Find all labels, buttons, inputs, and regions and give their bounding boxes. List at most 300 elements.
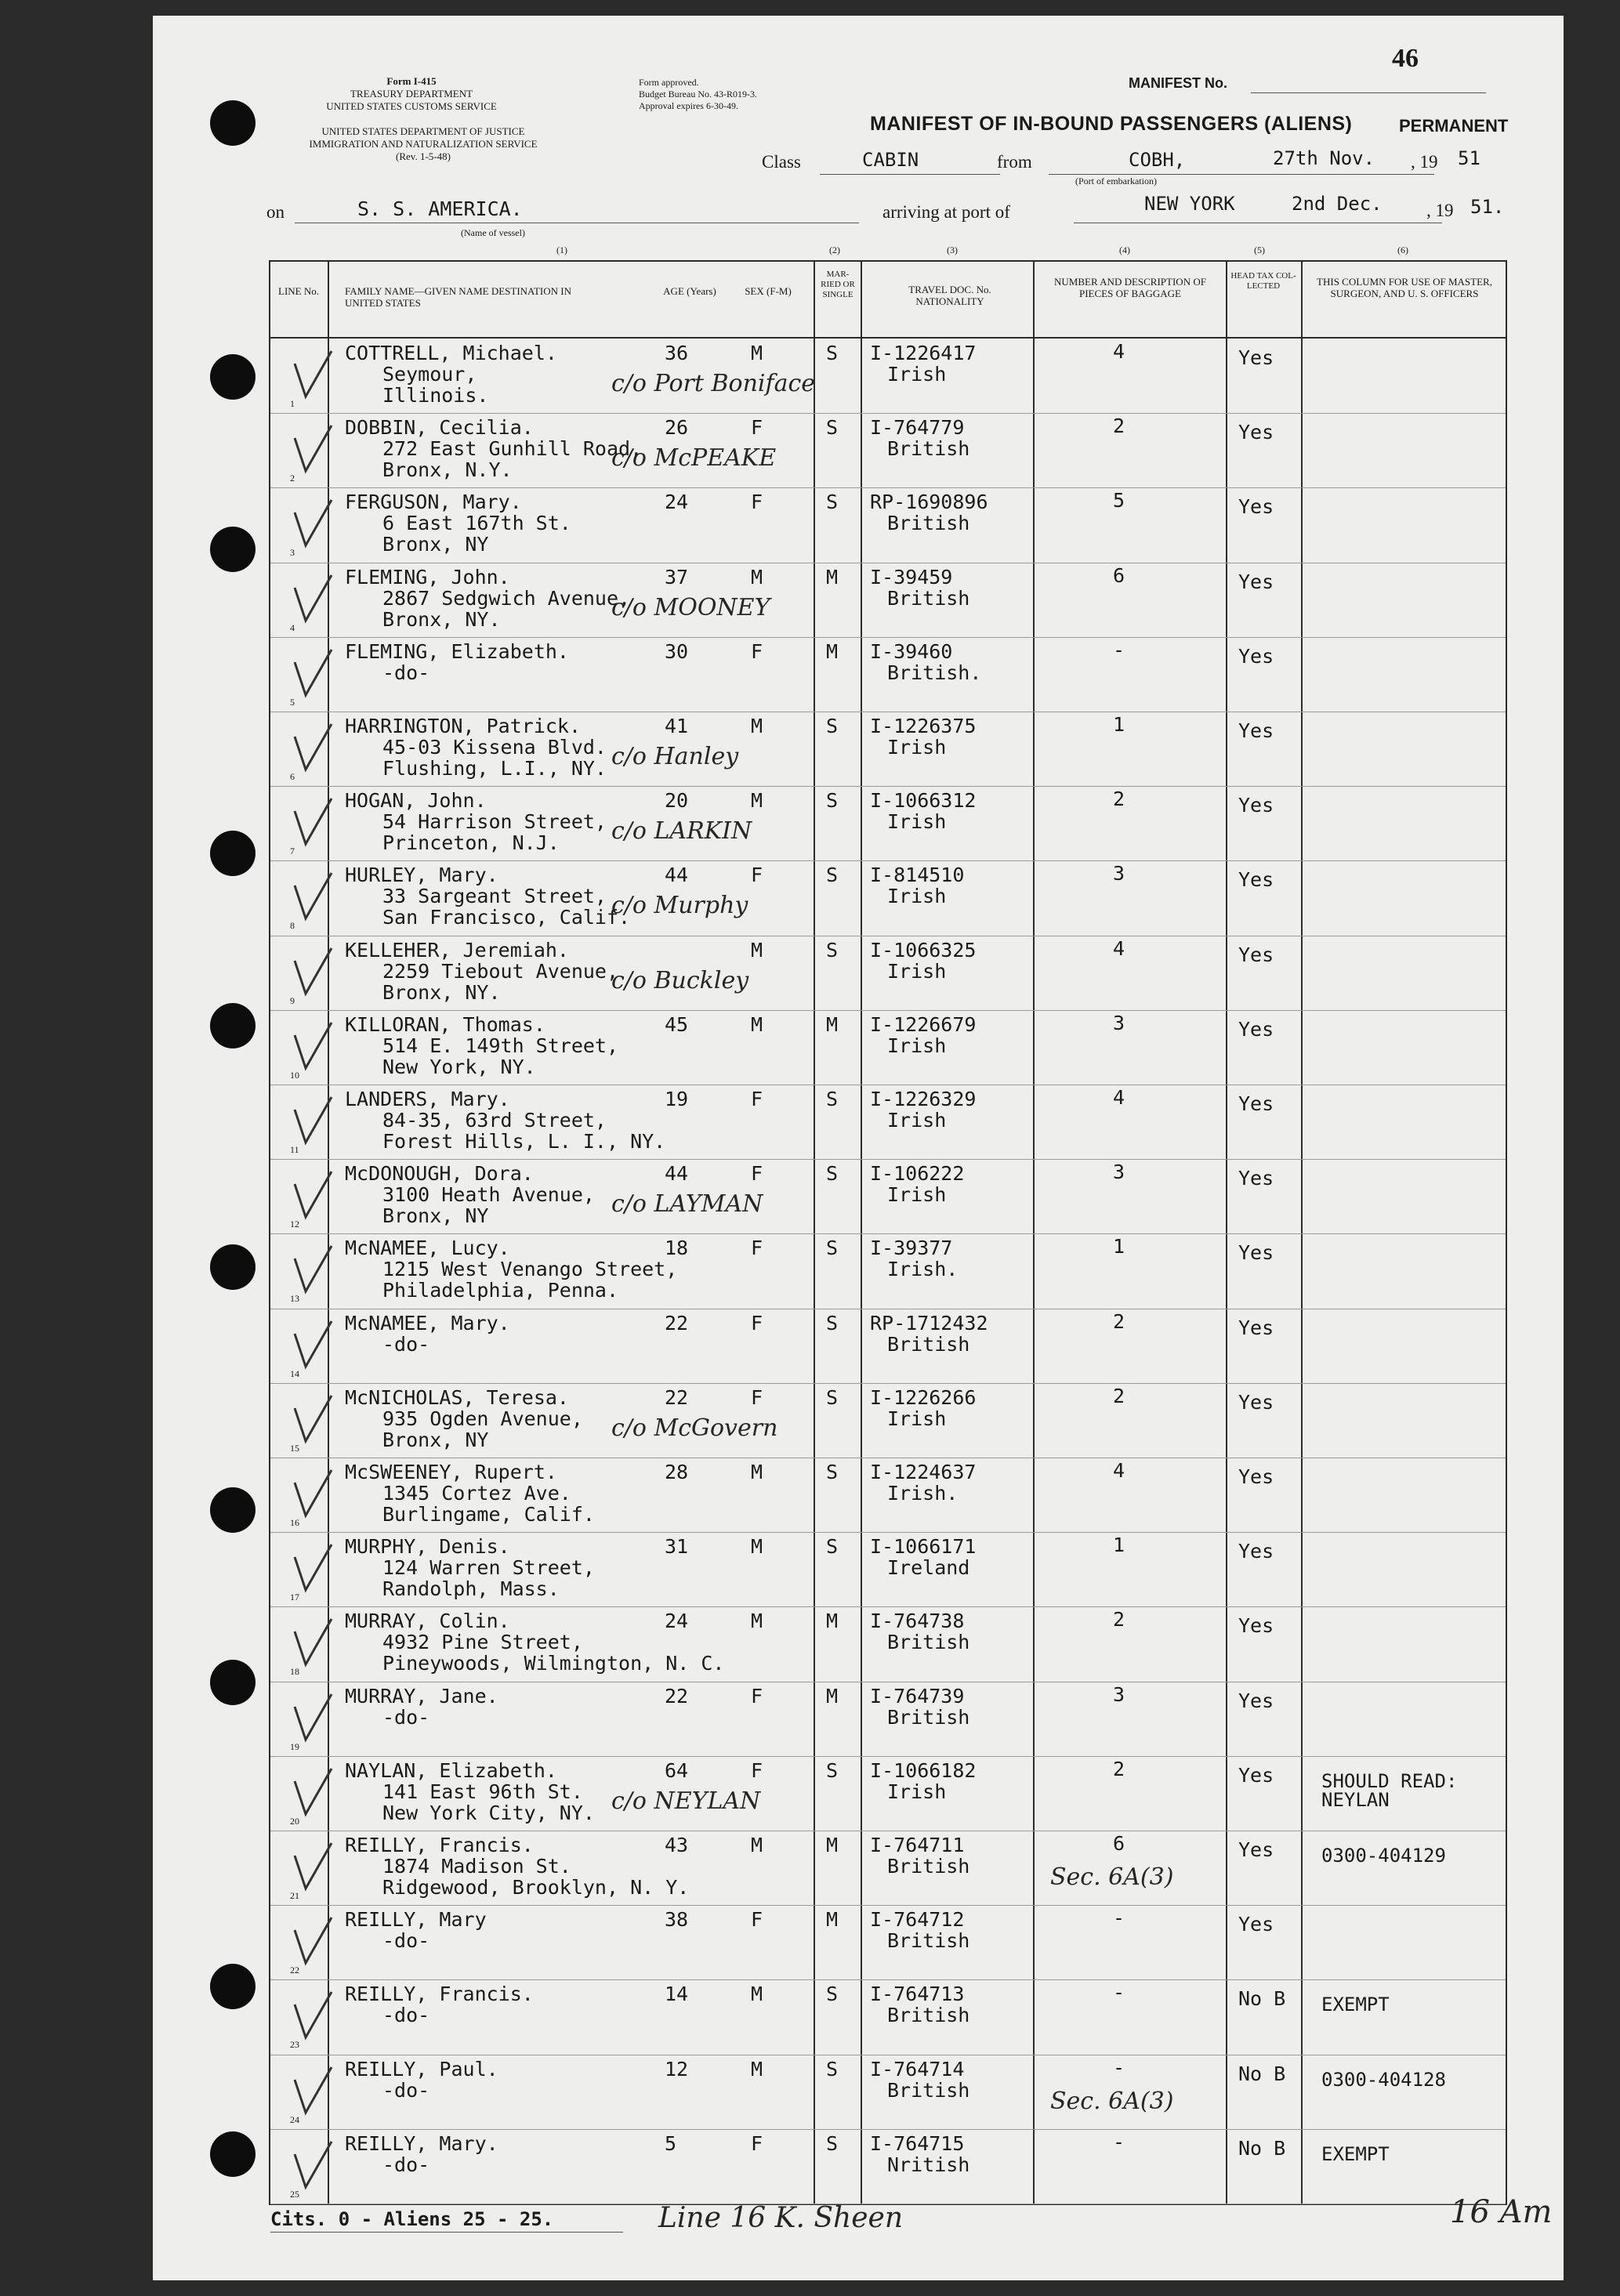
footer-handwritten-note: Line 16 K. Sheen — [658, 2202, 904, 2234]
marital-status: S — [826, 938, 839, 961]
col-number-2: (2) — [829, 244, 840, 255]
baggage-count: 3 — [1113, 1011, 1125, 1034]
passenger-name: REILLY, Francis. — [345, 1834, 534, 1856]
head-tax-collected: Yes — [1238, 421, 1274, 444]
from-value: COBH, — [1129, 149, 1186, 171]
travel-doc-number: RP-1712432 — [870, 1311, 988, 1335]
passenger-address-line1: Seymour, — [382, 363, 477, 386]
form-dept1: TREASURY DEPARTMENT — [350, 88, 473, 100]
manifest-title-suffix: PERMANENT — [1399, 116, 1509, 136]
year-prefix: , 19 — [1411, 152, 1438, 172]
check-mark-icon — [288, 795, 335, 850]
check-mark-icon — [288, 572, 335, 627]
form-approved: Form approved. — [639, 77, 699, 88]
passenger-sex: M — [751, 1012, 763, 1036]
check-mark-icon — [288, 1765, 335, 1820]
line-number: 1 — [290, 398, 295, 409]
passenger-age: 18 — [665, 1237, 689, 1260]
row-divider — [270, 487, 1506, 488]
line-number: 24 — [290, 2113, 299, 2125]
passenger-sex: M — [751, 789, 763, 813]
head-tax-collected: Yes — [1238, 1614, 1274, 1638]
check-mark-icon — [288, 1318, 335, 1373]
binder-hole — [210, 2131, 256, 2177]
line-number: 11 — [290, 1144, 299, 1155]
header-head-tax: HEAD TAX COL- LECTED — [1230, 271, 1296, 291]
passenger-name: COTTRELL, Michael. — [345, 342, 557, 364]
line-number: 19 — [290, 1740, 299, 1752]
travel-doc-number: I-764714 — [870, 2057, 965, 2081]
col-number-6: (6) — [1397, 244, 1408, 255]
passenger-address-line1: 2867 Sedgwich Avenue, — [382, 586, 631, 610]
passenger-address-line1: 33 Sargeant Street, — [382, 885, 607, 908]
line-number: 15 — [290, 1442, 299, 1454]
officer-note: EXEMPT — [1321, 2142, 1390, 2165]
passenger-name: MURRAY, Colin. — [345, 1610, 510, 1633]
row-divider — [270, 1532, 1506, 1533]
travel-doc-number: I-1066182 — [870, 1758, 977, 1782]
nationality: Irish — [887, 885, 947, 908]
line-number: 4 — [290, 621, 295, 633]
baggage-count: 6 — [1113, 1832, 1125, 1855]
on-label: on — [266, 202, 284, 222]
travel-doc-number: I-764713 — [870, 1983, 965, 2006]
footer-handwritten-initials: 16 Am — [1450, 2194, 1553, 2230]
binder-hole — [210, 1003, 256, 1048]
travel-doc-number: I-764739 — [870, 1684, 965, 1708]
nationality: Irish — [887, 1183, 947, 1207]
baggage-count: 2 — [1113, 1757, 1125, 1780]
passenger-age: 22 — [665, 1311, 689, 1335]
passenger-address-line1: 124 Warren Street, — [382, 1556, 595, 1580]
marital-status: S — [826, 1162, 839, 1186]
travel-doc-number: I-1224637 — [870, 1461, 977, 1483]
check-mark-icon — [288, 870, 335, 925]
marital-status: S — [826, 1237, 839, 1260]
binder-hole — [210, 100, 256, 146]
passenger-address-line1: 1215 West Venango Street, — [382, 1258, 678, 1281]
passenger-age: 24 — [665, 491, 689, 514]
passenger-sex: M — [751, 2057, 763, 2081]
line-number: 20 — [290, 1815, 299, 1827]
line-number: 10 — [290, 1069, 299, 1081]
passenger-address-line1: 935 Ogden Avenue, — [382, 1407, 583, 1430]
passenger-age: 41 — [665, 715, 689, 737]
handwritten-annotation: c/o NEYLAN — [611, 1787, 761, 1815]
line-number: 16 — [290, 1517, 299, 1528]
marital-status: S — [826, 1385, 839, 1409]
passenger-address-line1: -do- — [382, 1705, 430, 1729]
marital-status: S — [826, 416, 839, 440]
baggage-count: 3 — [1113, 1682, 1125, 1706]
check-mark-icon — [288, 422, 335, 477]
passenger-address-line1: 84-35, 63rd Street, — [382, 1109, 607, 1132]
nationality: Ireland — [887, 1556, 970, 1580]
passenger-address-line2: Bronx, N.Y. — [382, 458, 513, 482]
check-mark-icon — [288, 497, 335, 552]
passenger-age: 19 — [665, 1088, 689, 1110]
passenger-address-line1: -do- — [382, 2153, 430, 2176]
marital-status: S — [826, 491, 839, 514]
travel-doc-number: I-39460 — [870, 639, 953, 663]
budget-bureau: Budget Bureau No. 43-R019-3. — [639, 89, 757, 100]
travel-doc-number: I-1226375 — [870, 715, 977, 737]
passenger-age: 28 — [665, 1461, 689, 1483]
marital-status: S — [826, 789, 839, 813]
marital-status: M — [826, 1610, 839, 1633]
passenger-sex: M — [751, 342, 763, 364]
handwritten-annotation: c/o MOONEY — [611, 593, 770, 621]
row-divider — [270, 1606, 1506, 1607]
passenger-age: 20 — [665, 789, 689, 813]
check-mark-icon — [288, 1467, 335, 1522]
header-baggage: NUMBER AND DESCRIPTION OF PIECES OF BAGGAGE — [1054, 276, 1206, 299]
check-mark-icon — [288, 2138, 335, 2193]
head-tax-collected: Yes — [1238, 1316, 1274, 1339]
passenger-age: 44 — [665, 864, 689, 887]
passenger-sex: M — [751, 1610, 763, 1633]
passenger-sex: M — [751, 565, 763, 588]
travel-doc-number: I-1066312 — [870, 789, 977, 813]
passenger-name: McSWEENEY, Rupert. — [345, 1461, 557, 1483]
passenger-sex: F — [751, 1758, 763, 1782]
baggage-count: 2 — [1113, 415, 1125, 438]
travel-doc-number: I-1226329 — [870, 1088, 977, 1110]
head-tax-collected: Yes — [1238, 1167, 1274, 1190]
nationality: Irish — [887, 363, 947, 386]
marital-status: M — [826, 565, 839, 588]
row-divider — [270, 2129, 1506, 2130]
passenger-sex: F — [751, 864, 763, 887]
passenger-age: 36 — [665, 342, 689, 364]
nationality: Irish — [887, 736, 947, 759]
line-number: 9 — [290, 994, 295, 1006]
handwritten-annotation: Sec. 6A(3) — [1050, 1863, 1174, 1891]
head-tax-collected: Yes — [1238, 1390, 1274, 1414]
arrival-port: NEW YORK — [1144, 193, 1235, 215]
passenger-name: McNAMEE, Lucy. — [345, 1237, 510, 1260]
baggage-count: 2 — [1113, 1384, 1125, 1407]
travel-doc-number: I-1226417 — [870, 342, 977, 364]
passenger-address-line1: 54 Harrison Street, — [382, 810, 607, 834]
line-number: 8 — [290, 920, 295, 932]
vessel-name: S. S. AMERICA. — [357, 197, 523, 220]
travel-doc-number: I-764712 — [870, 1908, 965, 1932]
passenger-address-line2: Burlingame, Calif. — [382, 1503, 595, 1526]
line-number: 13 — [290, 1293, 299, 1305]
col-divider — [1226, 260, 1227, 2205]
line-number: 21 — [290, 1890, 299, 1901]
passenger-address-line1: -do- — [382, 661, 430, 684]
row-divider — [270, 637, 1506, 638]
nationality: British — [887, 1705, 970, 1729]
marital-status: M — [826, 1834, 839, 1856]
baggage-count: - — [1113, 2055, 1125, 2079]
passenger-name: FLEMING, John. — [345, 565, 510, 588]
passenger-name: LANDERS, Mary. — [345, 1088, 510, 1110]
passenger-sex: F — [751, 1311, 763, 1335]
col-divider — [1301, 260, 1303, 2205]
check-mark-icon — [288, 646, 335, 701]
baggage-count: 3 — [1113, 862, 1125, 885]
marital-status: S — [826, 1535, 839, 1559]
nationality: Irish — [887, 1109, 947, 1132]
line-number: 17 — [290, 1592, 299, 1603]
passenger-address-line2: Bronx, NY — [382, 1428, 489, 1451]
passenger-address-line1: 141 East 96th St. — [382, 1780, 583, 1803]
travel-doc-number: I-106222 — [870, 1162, 965, 1186]
col-divider — [1506, 260, 1507, 2205]
baggage-count: 2 — [1113, 788, 1125, 811]
binder-hole — [210, 1660, 256, 1705]
travel-doc-number: I-764711 — [870, 1834, 965, 1856]
check-mark-icon — [288, 1243, 335, 1298]
passenger-name: HURLEY, Mary. — [345, 864, 498, 887]
row-divider — [270, 1159, 1506, 1160]
passenger-address-line1: -do- — [382, 1332, 430, 1356]
passenger-address-line2: Randolph, Mass. — [382, 1577, 560, 1601]
passenger-address-line2: Bronx, NY — [382, 533, 489, 556]
table-top-border — [269, 260, 1507, 262]
binder-hole — [210, 1964, 256, 2009]
footer-summary: Cits. 0 - Aliens 25 - 25. — [270, 2208, 554, 2230]
officer-note: 0300-404129 — [1321, 1845, 1446, 1867]
handwritten-annotation: c/o McGovern — [611, 1414, 778, 1442]
line-number: 6 — [290, 771, 295, 782]
col-number-1: (1) — [556, 244, 567, 255]
nationality: British. — [887, 661, 982, 684]
travel-doc-number: I-39459 — [870, 565, 953, 588]
passenger-address-line1: -do- — [382, 1929, 430, 1953]
travel-doc-number: I-1226679 — [870, 1012, 977, 1036]
handwritten-annotation: c/o LAYMAN — [611, 1190, 763, 1219]
header-age: AGE (Years) — [663, 285, 716, 297]
head-tax-collected: Yes — [1238, 1465, 1274, 1488]
passenger-name: MURRAY, Jane. — [345, 1684, 498, 1708]
passenger-address-line2: Flushing, L.I., NY. — [382, 757, 607, 780]
nationality: British — [887, 512, 970, 535]
head-tax-collected: Yes — [1238, 719, 1274, 742]
baggage-count: 1 — [1113, 1534, 1125, 1557]
line-number: 7 — [290, 846, 295, 857]
check-mark-icon — [288, 1168, 335, 1223]
head-tax-collected: No B — [1238, 1987, 1286, 2011]
passenger-sex: F — [751, 1908, 763, 1932]
passenger-name: HARRINGTON, Patrick. — [345, 715, 582, 737]
passenger-age: 30 — [665, 639, 689, 663]
marital-status: S — [826, 715, 839, 737]
passenger-name: REILLY, Paul. — [345, 2057, 498, 2081]
nationality: British — [887, 1929, 970, 1953]
passenger-address-line2: New York City, NY. — [382, 1801, 595, 1824]
passenger-address-line2: Bronx, NY. — [382, 607, 501, 631]
baggage-count: 4 — [1113, 1459, 1125, 1482]
handwritten-annotation: c/o LARKIN — [611, 817, 752, 846]
line-number: 12 — [290, 1219, 299, 1230]
page-number: 46 — [1392, 44, 1419, 73]
form-rev: (Rev. 1-5-48) — [396, 150, 451, 162]
passenger-name: DOBBIN, Cecilia. — [345, 416, 534, 440]
passenger-name: McNAMEE, Mary. — [345, 1311, 510, 1335]
manifest-no-label: MANIFEST No. — [1129, 75, 1227, 91]
line-number: 18 — [290, 1666, 299, 1678]
head-tax-collected: Yes — [1238, 943, 1274, 966]
line-number: 25 — [290, 2188, 299, 2200]
travel-doc-number: I-814510 — [870, 864, 965, 887]
embark-caption: (Port of embarkation) — [1075, 176, 1157, 187]
nationality: Irish — [887, 959, 947, 983]
class-label: Class — [762, 152, 801, 172]
passenger-address-line1: 4932 Pine Street, — [382, 1631, 583, 1654]
passenger-sex: F — [751, 2131, 763, 2155]
binder-hole — [210, 1487, 256, 1533]
passenger-name: McNICHOLAS, Teresa. — [345, 1385, 569, 1409]
passenger-name: FLEMING, Elizabeth. — [345, 639, 569, 663]
passenger-name: FERGUSON, Mary. — [345, 491, 522, 514]
line-number: 5 — [290, 696, 295, 708]
baggage-count: 4 — [1113, 936, 1125, 960]
head-tax-collected: Yes — [1238, 1689, 1274, 1712]
nationality: British — [887, 2078, 970, 2102]
passenger-age: 45 — [665, 1012, 689, 1036]
head-tax-collected: Yes — [1238, 1017, 1274, 1041]
row-divider — [270, 1383, 1506, 1384]
passenger-sex: F — [751, 1237, 763, 1260]
passenger-address-line2: New York, NY. — [382, 1055, 536, 1078]
passenger-sex: M — [751, 1535, 763, 1559]
line-number: 14 — [290, 1367, 299, 1379]
head-tax-collected: Yes — [1238, 1092, 1274, 1115]
marital-status: S — [826, 2057, 839, 2081]
row-divider — [270, 860, 1506, 861]
baggage-count: - — [1113, 638, 1125, 661]
passenger-address-line1: -do- — [382, 2004, 430, 2027]
header-travel-doc: TRAVEL DOC. No. NATIONALITY — [908, 284, 991, 307]
manifest-title: MANIFEST OF IN-BOUND PASSENGERS (ALIENS) — [870, 113, 1353, 135]
passenger-age: 22 — [665, 1385, 689, 1409]
nationality: Irish — [887, 1780, 947, 1803]
check-mark-icon — [288, 1691, 335, 1746]
travel-doc-number: I-764779 — [870, 416, 965, 440]
nationality: British — [887, 2004, 970, 2027]
head-tax-collected: Yes — [1238, 1540, 1274, 1563]
passenger-sex: F — [751, 491, 763, 514]
head-tax-collected: Yes — [1238, 1241, 1274, 1265]
passenger-name: NAYLAN, Elizabeth. — [345, 1758, 557, 1782]
col-divider — [269, 260, 270, 2205]
class-value: CABIN — [862, 149, 919, 171]
nationality: Irish. — [887, 1258, 959, 1281]
check-mark-icon — [288, 1914, 335, 1969]
passenger-address-line1: 1874 Madison St. — [382, 1855, 571, 1878]
passenger-address-line2: Ridgewood, Brooklyn, N. Y. — [382, 1876, 690, 1899]
passenger-name: KELLEHER, Jeremiah. — [345, 938, 569, 961]
nationality: Irish — [887, 1034, 947, 1057]
check-mark-icon — [288, 721, 335, 776]
passenger-name: McDONOUGH, Dora. — [345, 1162, 534, 1186]
col-divider — [861, 260, 862, 2205]
arrival-date: 2nd Dec. — [1292, 193, 1383, 215]
vessel-caption: (Name of vessel) — [461, 227, 525, 238]
passenger-sex: M — [751, 1834, 763, 1856]
passenger-address-line2: Bronx, NY. — [382, 980, 501, 1004]
check-mark-icon — [288, 1989, 335, 2044]
passenger-address-line2: Philadelphia, Penna. — [382, 1279, 619, 1302]
line-number: 23 — [290, 2039, 299, 2051]
passenger-address-line1: 6 East 167th St. — [382, 512, 571, 535]
baggage-count: 4 — [1113, 340, 1125, 363]
baggage-count: 2 — [1113, 1309, 1125, 1333]
marital-status: S — [826, 1311, 839, 1335]
check-mark-icon — [288, 1616, 335, 1671]
row-divider — [270, 413, 1506, 414]
handwritten-annotation: c/o Hanley — [611, 743, 739, 770]
check-mark-icon — [288, 2064, 335, 2119]
marital-status: S — [826, 342, 839, 364]
check-mark-icon — [288, 1392, 335, 1447]
arrival-year: 51. — [1470, 196, 1505, 218]
nationality: Nritish — [887, 2153, 970, 2176]
nationality: British — [887, 1631, 970, 1654]
passenger-address-line1: -do- — [382, 2078, 430, 2102]
marital-status: S — [826, 1088, 839, 1110]
passenger-age: 5 — [665, 2131, 677, 2155]
handwritten-annotation: c/o Port Boniface — [611, 370, 816, 397]
travel-doc-number: I-1226266 — [870, 1385, 977, 1409]
check-mark-icon — [288, 1840, 335, 1895]
head-tax-collected: Yes — [1238, 868, 1274, 892]
handwritten-annotation: Sec. 6A(3) — [1050, 2087, 1174, 2115]
passenger-age: 37 — [665, 565, 689, 588]
passenger-sex: M — [751, 715, 763, 737]
baggage-count: 1 — [1113, 713, 1125, 736]
baggage-count: 6 — [1113, 563, 1125, 587]
handwritten-annotation: c/o McPEAKE — [611, 444, 777, 473]
binder-hole — [210, 1244, 256, 1290]
nationality: British — [887, 586, 970, 610]
baggage-count: - — [1113, 1981, 1125, 2004]
handwritten-annotation: c/o Buckley — [611, 966, 749, 994]
handwritten-annotation: c/o Murphy — [611, 892, 748, 920]
baggage-count: 4 — [1113, 1086, 1125, 1109]
passenger-address-line2: Illinois. — [382, 384, 489, 407]
row-divider — [270, 1756, 1506, 1757]
head-tax-collected: Yes — [1238, 794, 1274, 817]
marital-status: S — [826, 1758, 839, 1782]
passenger-sex: M — [751, 1461, 763, 1483]
passenger-sex: F — [751, 1088, 763, 1110]
nationality: Irish. — [887, 1482, 959, 1505]
passenger-age: 26 — [665, 416, 689, 440]
passenger-address-line2: Princeton, N.J. — [382, 831, 560, 855]
col-divider — [814, 260, 815, 2205]
header-officers: THIS COLUMN FOR USE OF MASTER, SURGEON, AND U. S. OFFICERS — [1317, 276, 1492, 299]
arriving-label: arriving at port of — [882, 202, 1010, 222]
passenger-name: MURPHY, Denis. — [345, 1535, 510, 1559]
passenger-sex: F — [751, 1684, 763, 1708]
marital-status: M — [826, 639, 839, 663]
header-bottom-border — [269, 337, 1507, 339]
passenger-age: 14 — [665, 1983, 689, 2006]
nationality: Irish — [887, 1407, 947, 1430]
passenger-address-line1: 3100 Heath Avenue, — [382, 1183, 595, 1207]
passenger-address-line1: 1345 Cortez Ave. — [382, 1482, 571, 1505]
passenger-age: 12 — [665, 2057, 689, 2081]
col-number-5: (5) — [1254, 244, 1265, 255]
passenger-address-line2: San Francisco, Calif. — [382, 906, 631, 929]
passenger-sex: F — [751, 639, 763, 663]
baggage-count: - — [1113, 2130, 1125, 2153]
